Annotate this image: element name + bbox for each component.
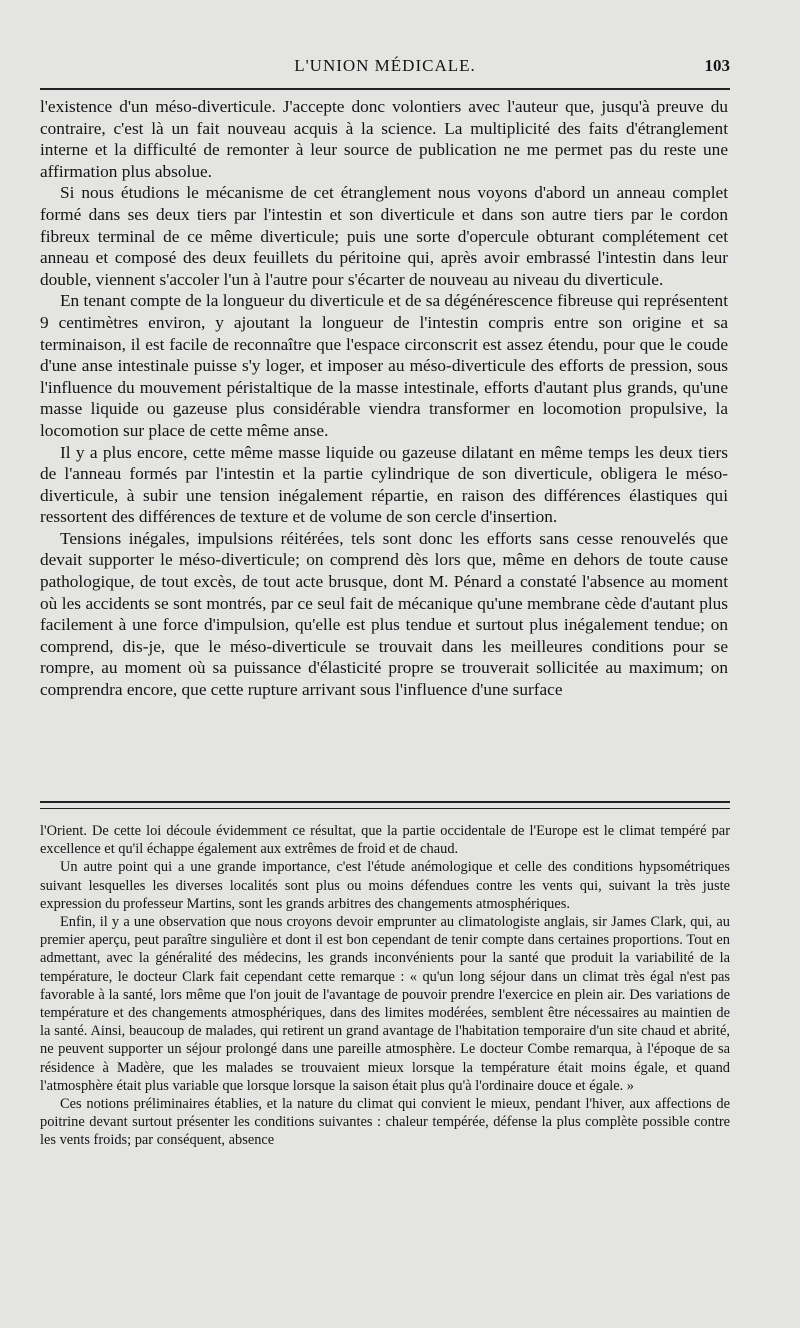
section-separator — [40, 801, 730, 809]
journal-title: L'UNION MÉDICALE. — [294, 56, 476, 75]
feuilleton-paragraph-3: Enfin, il y a une observation que nous croyons devoir emprunter au climatologiste anglais, sir James Clark, qui, au premier aperçu, peut paraître singulière et dont il est bon cependant de tenir compte dans certaines proportions. Tout en admettant, avec la généralité des médecins, les grands inconvénients pour la santé que produit la variabilité de la température, le docteur Clark fait cependant cette remarque : « qu'un long séjour dans un climat très égal n'est pas favorable à la santé, lors même que l'on jouit de l'avantage de pouvoir prendre l'exercice en plein air. Des variations de température et des changements atmosphériques, dans des limites modérées, semblent être nécessaires au maintien de la santé. Ainsi, beaucoup de malades, qui retirent un grand avantage de l'habitation temporaire d'un site chaud et abrité, ne peuvent supporter un séjour prolongé dans une pareille atmosphère. Le docteur Combe remarqua, à l'époque de sa résidence à Madère, que les malades se trouvaient mieux lorsque la température était moins égale, et quand l'atmosphère était plus variable que lorsque lorsque la saison était plus qu'à l'ordinaire douce et égale. » — [40, 914, 730, 1094]
feuilleton-text — [40, 822, 730, 1150]
main-paragraph-3: En tenant compte de la longueur du diverticule et de sa dégénérescence fibreuse qui représentent 9 centimètres environ, y ajoutant la longueur de l'intestin compris entre son origine et sa terminaison, il est facile de reconnaître que l'espace circonscrit est assez étendu, pour que le coude d'une anse intestinale puisse s'y loger, et imposer au méso-diverticule des efforts de pression, sous l'influence du mouvement péristaltique de la masse intestinale, efforts d'autant plus grands, qu'une masse liquide ou gazeuse plus considérable viendra transformer en locomotion propulsive, la locomotion sur place de cette même anse. — [40, 291, 728, 440]
feuilleton-paragraph-1: l'Orient. De cette loi découle évidemment ce résultat, que la partie occidentale de l'Europe est le climat tempéré par excellence et qu'il échappe également aux extrêmes de froid et de chaud. — [40, 823, 730, 858]
page-number: 103 — [704, 56, 730, 75]
main-paragraph-4: Il y a plus encore, cette même masse liquide ou gazeuse dilatant en même temps les deux tiers de l'anneau formés par l'intestin et la partie cylindrique de son diverticule, obligera le méso-diverticule, à subir une tension inégalement répartie, en raison des différences élastiques qui ressortent des différences de texture et de volume de son cercle d'insertion. — [40, 442, 728, 527]
main-paragraph-5: Tensions inégales, impulsions réitérées, tels sont donc les efforts sans cesse renouvelés que devait supporter le méso-diverticule; on comprend dès lors que, même en dehors de toute cause pathologique, de tout excès, de tout acte brusque, dont M. Pénard a constaté l'absence au moment où les accidents se sont montrés, par ce seul fait de mécanique qu'une membrane cède d'autant plus facilement à une force d'impulsion, qu'elle est plus tendue et surtout plus inégalement tendue; on comprend, dis-je, que le méso-diverticule se trouvait dans les meilleures conditions pour se rompre, au moment où sa puissance d'élasticité propre se trouverait sollicitée au maximum; on comprendra encore, que cette rupture arrivant sous l'influence d'une surface — [40, 528, 728, 700]
main-paragraph-1: l'existence d'un méso-diverticule. J'accepte donc volontiers avec l'auteur que, jusqu'à preuve du contraire, c'est là un fait nouveau acquis à la science. La multiplicité des faits d'étranglement interne et la difficulté de remonter à leur source de publication ne me permet pas du reste une affirmation plus absolue. — [40, 97, 728, 181]
header-rule — [40, 88, 730, 90]
main-paragraph-2: Si nous étudions le mécanisme de cet étranglement nous voyons d'abord un anneau complet formé dans ses deux tiers par l'intestin et son diverticule et dans son autre tiers par le cordon fibreux terminal de ce même diverticule; puis une sorte d'opercule obturant complétement cet anneau et composé des deux feuillets du péritoine qui, après avoir embrassé l'intestin dans leur double, viennent s'accoler l'un à l'autre pour s'écarter de nouveau au niveau du diverticule. — [40, 183, 728, 289]
main-text-column — [40, 96, 728, 701]
running-header — [40, 52, 730, 86]
feuilleton-paragraph-2: Un autre point qui a une grande importance, c'est l'étude anémologique et celle des conditions hypsométriques suivant lesquelles les diverses localités sont plus ou moins défendues contre les vents qui, suivant la très juste expression du professeur Martins, sont les grands arbitres des changements atmosphériques. — [40, 859, 730, 912]
feuilleton-paragraph-4: Ces notions préliminaires établies, et la nature du climat qui convient le mieux, pendant l'hiver, aux affections de poitrine devant surtout présenter les conditions suivantes : chaleur tempérée, défense la plus complète possible contre les vents froids; par conséquent, absence — [40, 1096, 730, 1149]
